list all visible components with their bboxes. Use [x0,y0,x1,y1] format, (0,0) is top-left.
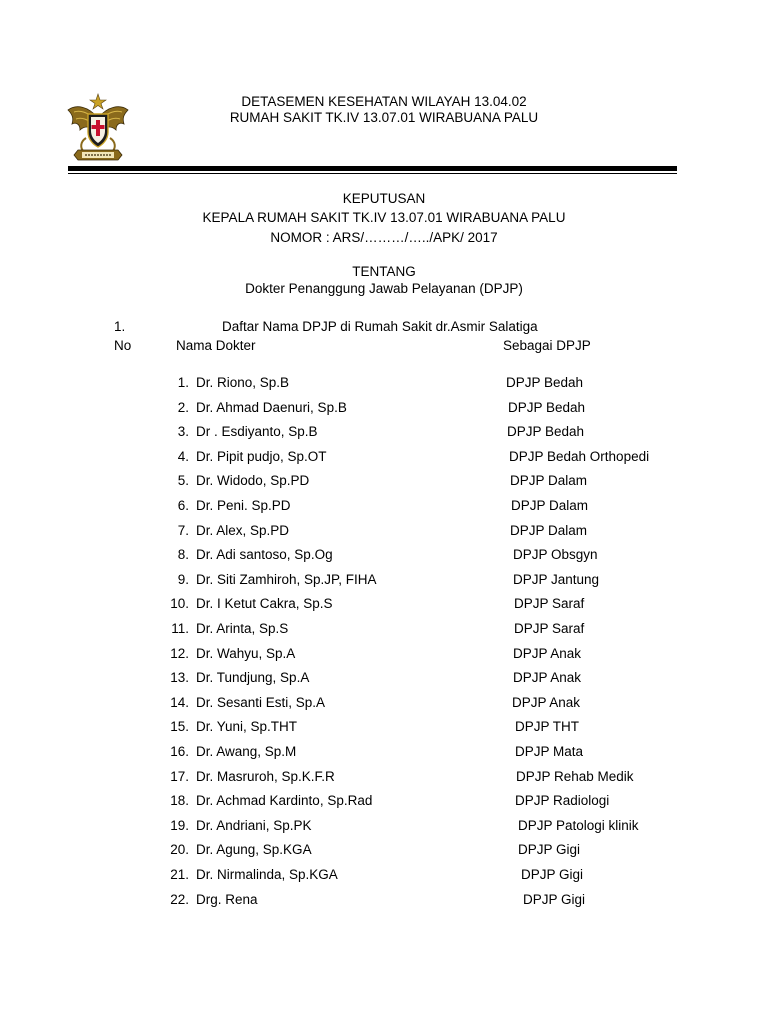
table-row [0,695,768,713]
doctor-name: Drg. Rena [196,891,258,907]
table-row [0,719,768,737]
doctor-name: Dr. Riono, Sp.B [196,375,290,390]
table-row [0,523,768,541]
dpjp-role: DPJP Gigi [521,867,584,882]
dpjp-role: DPJP Obsgyn [513,547,598,563]
dpjp-role: DPJP Saraf [514,596,585,612]
institution-name: DETASEMEN KESEHATAN WILAYAH 13.04.02 [241,94,527,109]
dpjp-role: DPJP Anak [513,670,582,686]
decree-title: KEPUTUSAN [342,191,426,206]
row-number: 22. [170,891,189,907]
table-row [0,892,768,910]
dpjp-role: DPJP Bedah [507,424,585,440]
doctor-name: Dr. I Ketut Cakra, Sp.S [196,596,333,612]
doctor-name: Dr. Widodo, Sp.PD [196,473,310,489]
table-row [0,818,768,836]
row-number: 8. [177,547,189,563]
row-number: 14. [170,694,189,710]
table-row [0,621,768,639]
decree-about-label: TENTANG [352,264,416,279]
column-header-role: Sebagai DPJP [503,338,591,353]
doctor-name: Dr. Agung, Sp.KGA [196,842,312,858]
doctor-name: Dr. Yuni, Sp.THT [196,719,298,735]
row-number: 15. [170,719,189,735]
dpjp-role: DPJP Mata [515,744,584,759]
dpjp-role: DPJP Anak [512,694,581,710]
table-row [0,375,768,393]
dpjp-role: DPJP Bedah [508,399,586,415]
doctor-name: Dr. Wahyu, Sp.A [196,645,296,661]
header-divider-thin [68,173,677,174]
doctor-name: Dr. Awang, Sp.M [196,744,297,759]
decree-issuer: KEPALA RUMAH SAKIT TK.IV 13.07.01 WIRABUANA PALU [202,210,566,225]
row-number: 9. [177,571,189,587]
section-title: Daftar Nama DPJP di Rumah Sakit dr.Asmir Salatiga [222,319,538,334]
column-header-name: Nama Dokter [176,338,256,353]
doctor-name: Dr. Alex, Sp.PD [196,522,290,538]
doctor-name: Dr. Tundjung, Sp.A [196,670,310,686]
doctor-name: Dr. Andriani, Sp.PK [196,817,312,833]
table-row [0,424,768,442]
dpjp-role: DPJP Rehab Medik [516,768,634,784]
doctor-name: Dr. Nirmalinda, Sp.KGA [196,867,338,882]
dpjp-role: DPJP Gigi [523,891,586,907]
table-row [0,670,768,688]
dpjp-role: DPJP Gigi [518,842,581,858]
row-number: 4. [177,448,189,464]
row-number: 18. [170,793,189,809]
doctor-name: Dr . Esdiyanto, Sp.B [196,424,318,440]
dpjp-role: DPJP Saraf [514,621,585,636]
row-number: 21. [170,867,189,882]
dpjp-role: DPJP Jantung [513,571,600,587]
table-row [0,498,768,516]
table-row [0,547,768,565]
table-row [0,596,768,614]
table-row [0,842,768,860]
table-row [0,400,768,418]
doctor-name: Dr. Siti Zamhiroh, Sp.JP, FIHA [196,571,377,587]
dpjp-role: DPJP Radiologi [515,793,610,809]
row-number: 20. [170,842,189,858]
doctor-name: Dr. Achmad Kardinto, Sp.Rad [196,793,373,809]
row-number: 6. [177,498,189,513]
table-row [0,646,768,664]
doctor-name: Dr. Sesanti Esti, Sp.A [196,694,326,710]
hospital-name: RUMAH SAKIT TK.IV 13.07.01 WIRABUANA PALU [229,110,539,125]
doctor-name: Dr. Masruroh, Sp.K.F.R [196,768,335,784]
section-number: 1. [114,319,126,334]
row-number: 12. [170,645,189,661]
row-number: 11. [171,621,189,636]
table-row [0,473,768,491]
row-number: 2. [177,399,189,415]
header-divider-thick [68,166,677,171]
dpjp-role: DPJP Dalam [511,498,589,513]
decree-number: NOMOR : ARS/………/…../APK/ 2017 [270,230,498,245]
row-number: 10. [170,596,189,612]
column-header-no: No [114,338,132,353]
decree-subject: Dokter Penanggung Jawab Pelayanan (DPJP) [245,281,523,296]
row-number: 13. [170,670,189,686]
table-row [0,793,768,811]
row-number: 1. [177,375,189,390]
doctor-name: Dr. Arinta, Sp.S [196,621,289,636]
row-number: 3. [177,424,189,440]
row-number: 7. [177,522,189,538]
dpjp-role: DPJP Anak [513,645,582,661]
row-number: 16. [170,744,189,759]
doctor-name: Dr. Peni. Sp.PD [196,498,291,513]
dpjp-role: DPJP THT [515,719,580,735]
table-row [0,744,768,762]
doctor-name: Dr. Pipit pudjo, Sp.OT [196,448,327,464]
dpjp-role: DPJP Dalam [510,522,588,538]
doctor-name: Dr. Adi santoso, Sp.Og [196,547,333,563]
row-number: 5. [177,473,189,489]
table-row [0,572,768,590]
doctor-name: Dr. Ahmad Daenuri, Sp.B [196,399,347,415]
table-row [0,769,768,787]
dpjp-role: DPJP Bedah [506,375,584,390]
table-row [0,449,768,467]
dpjp-role: DPJP Dalam [510,473,588,489]
row-number: 19. [170,817,189,833]
dpjp-role: DPJP Bedah Orthopedi [509,448,650,464]
dpjp-role: DPJP Patologi klinik [518,817,639,833]
table-row [0,867,768,885]
row-number: 17. [170,768,189,784]
